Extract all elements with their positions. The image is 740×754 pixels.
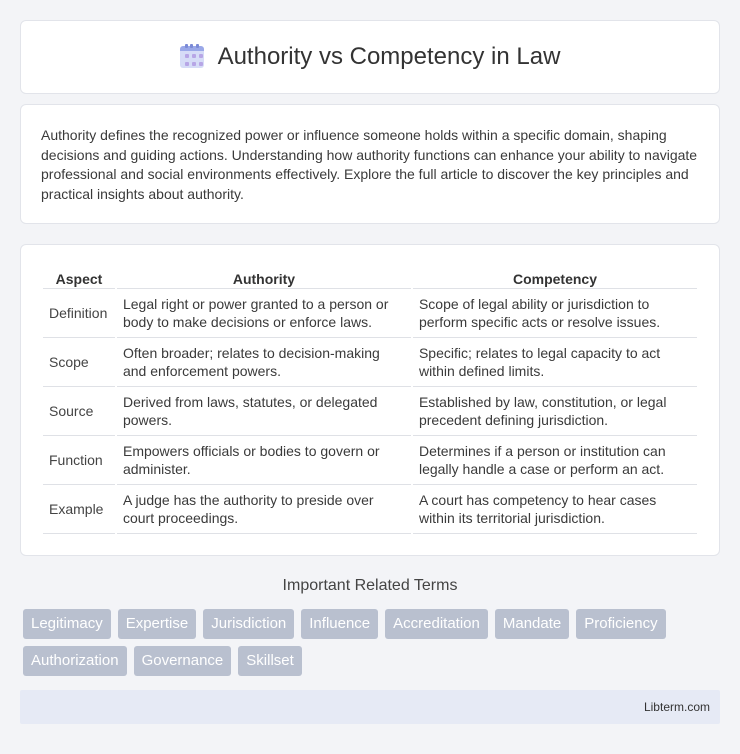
row-competency: Scope of legal ability or jurisdiction to perform specific acts or resolve issues. (413, 289, 697, 338)
related-terms-title: Important Related Terms (282, 577, 458, 594)
footer (20, 690, 720, 724)
tag-accreditation[interactable]: Accreditation (385, 609, 488, 639)
footer-site-link[interactable]: Libterm.com (643, 700, 710, 714)
row-authority: Often broader; relates to decision-making and enforcement powers. (117, 338, 411, 387)
intro-text: Authority defines the recognized power or influence someone holds within a specific domain, shaping decisions and guiding actions. Understanding how authority functions can enhance your ability to navigate professional and social environments effectively. Explore the full article to discover the key principles and practical insights about authority. (41, 127, 698, 202)
row-competency: Specific; relates to legal capacity to act within defined limits. (413, 338, 697, 387)
intro-card (20, 104, 720, 224)
table-row (43, 436, 697, 485)
row-authority: Legal right or power granted to a person or body to make decisions or enforce laws. (117, 289, 411, 338)
header-card (20, 20, 720, 94)
row-authority: Derived from laws, statutes, or delegated powers. (117, 387, 411, 436)
header-aspect: Aspect (43, 265, 115, 289)
row-aspect: Example (43, 485, 115, 534)
row-aspect: Source (43, 387, 115, 436)
table-row (43, 338, 697, 387)
row-authority: A judge has the authority to preside over court proceedings. (117, 485, 411, 534)
row-authority: Empowers officials or bodies to govern or administer. (117, 436, 411, 485)
tag-jurisdiction[interactable]: Jurisdiction (203, 609, 294, 639)
tag-legitimacy[interactable]: Legitimacy (23, 609, 111, 639)
tag-influence[interactable]: Influence (301, 609, 378, 639)
row-aspect: Scope (43, 338, 115, 387)
calendar-icon (180, 46, 204, 68)
row-competency: Determines if a person or institution can legally handle a case or perform an act. (413, 436, 697, 485)
header-authority: Authority (117, 265, 411, 289)
tag-skillset[interactable]: Skillset (238, 646, 302, 676)
header-competency: Competency (413, 265, 697, 289)
related-terms-tags (23, 609, 723, 676)
table-header-row (43, 265, 697, 289)
row-aspect: Function (43, 436, 115, 485)
comparison-table-card (20, 244, 720, 556)
comparison-table (41, 265, 699, 534)
table-row (43, 387, 697, 436)
row-competency: A court has competency to hear cases within its territorial jurisdiction. (413, 485, 697, 534)
row-competency: Established by law, constitution, or legal precedent defining jurisdiction. (413, 387, 697, 436)
table-row (43, 289, 697, 338)
tag-proficiency[interactable]: Proficiency (576, 609, 665, 639)
tag-governance[interactable]: Governance (134, 646, 232, 676)
row-aspect: Definition (43, 289, 115, 338)
tag-authorization[interactable]: Authorization (23, 646, 127, 676)
page-title: Authority vs Competency in Law (217, 43, 561, 70)
tag-mandate[interactable]: Mandate (495, 609, 569, 639)
tag-expertise[interactable]: Expertise (118, 609, 197, 639)
table-row (43, 485, 697, 534)
